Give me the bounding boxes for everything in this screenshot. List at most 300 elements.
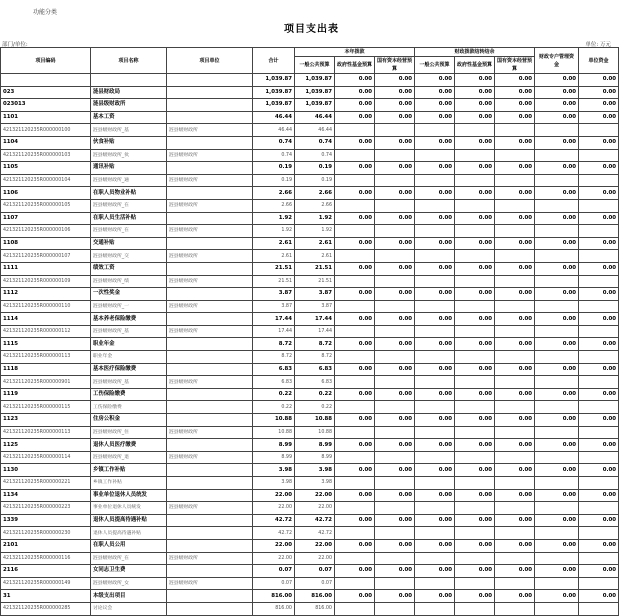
cell-value <box>375 527 415 540</box>
cell-name: 基本养老保险缴费 <box>91 313 167 326</box>
cell-name: 涟县级财政所_一 <box>91 300 167 313</box>
cell-value: 816.00 <box>253 602 295 615</box>
cell-value <box>375 477 415 490</box>
cell-value: 0.00 <box>375 464 415 477</box>
cell-value: 0.00 <box>579 514 619 527</box>
cell-unit <box>167 187 253 200</box>
cell-value <box>455 124 495 137</box>
cell-value <box>455 527 495 540</box>
cell-value: 0.00 <box>335 565 375 578</box>
cell-value <box>415 351 455 364</box>
cell-value <box>375 325 415 338</box>
cell-value <box>375 451 415 464</box>
cell-value: 6.83 <box>253 363 295 376</box>
cell-value: 0.00 <box>415 514 455 527</box>
cell-value <box>579 250 619 263</box>
cell-value: 22.00 <box>295 502 335 515</box>
cell-value: 22.00 <box>253 489 295 502</box>
cell-value: 0.00 <box>415 363 455 376</box>
cell-value: 0.00 <box>535 111 579 124</box>
cell-name: 涟县级财政所_绩 <box>91 275 167 288</box>
cell-code: 2116 <box>1 565 91 578</box>
cell-value: 0.00 <box>415 338 455 351</box>
cell-code: 1119 <box>1 388 91 401</box>
table-row <box>1 451 619 464</box>
cell-value <box>455 502 495 515</box>
cell-value: 1,039.87 <box>253 86 295 99</box>
table-row <box>1 439 619 452</box>
cell-value <box>375 552 415 565</box>
cell-unit: 涟县级财政所 <box>167 376 253 389</box>
cell-value <box>495 199 535 212</box>
table-row <box>1 351 619 364</box>
cell-value: 0.00 <box>455 74 495 87</box>
cell-value: 0.00 <box>455 288 495 301</box>
table-row <box>1 590 619 603</box>
sheet-label: 功能分类 <box>33 9 58 16</box>
header-total: 合计 <box>253 48 295 74</box>
cell-value: 0.07 <box>253 577 295 590</box>
cell-value <box>375 502 415 515</box>
cell-value: 8.99 <box>295 439 335 452</box>
cell-value: 21.51 <box>295 275 335 288</box>
cell-value: 0.00 <box>415 464 455 477</box>
cell-name: 通讯补贴 <box>91 162 167 175</box>
cell-value: 0.00 <box>455 338 495 351</box>
unit-left-label: 部门/单位: <box>2 42 28 48</box>
cell-name: 退休人员医疗缴费 <box>91 439 167 452</box>
cell-value: 0.00 <box>455 590 495 603</box>
cell-name: 在职人员公用 <box>91 539 167 552</box>
cell-value: 3.87 <box>295 300 335 313</box>
cell-value: 0.00 <box>579 590 619 603</box>
cell-value <box>415 300 455 313</box>
cell-value: 0.00 <box>495 288 535 301</box>
cell-value <box>335 401 375 414</box>
cell-code: 1130 <box>1 464 91 477</box>
cell-unit <box>167 99 253 112</box>
cell-value: 0.00 <box>415 86 455 99</box>
table-row <box>1 300 619 313</box>
cell-value: 0.00 <box>415 187 455 200</box>
cell-value: 0.07 <box>253 565 295 578</box>
cell-value: 22.00 <box>295 489 335 502</box>
cell-name: 涟县级财政所_在 <box>91 199 167 212</box>
cell-value <box>535 552 579 565</box>
cell-value: 0.00 <box>579 539 619 552</box>
cell-value: 0.00 <box>495 237 535 250</box>
cell-code: 421321120235R000000221 <box>1 477 91 490</box>
cell-value: 6.83 <box>295 376 335 389</box>
cell-value: 0.00 <box>375 187 415 200</box>
cell-value <box>495 250 535 263</box>
cell-value: 0.00 <box>495 262 535 275</box>
cell-value <box>335 124 375 137</box>
cell-value: 8.72 <box>295 351 335 364</box>
cell-unit: 涟县级财政所 <box>167 426 253 439</box>
cell-code <box>1 74 91 87</box>
cell-code: 1106 <box>1 187 91 200</box>
cell-value <box>579 552 619 565</box>
cell-value <box>415 602 455 615</box>
cell-value: 2.66 <box>253 187 295 200</box>
cell-value: 0.00 <box>455 565 495 578</box>
cell-value: 0.19 <box>253 174 295 187</box>
cell-value: 2.66 <box>295 187 335 200</box>
cell-value: 0.00 <box>535 388 579 401</box>
cell-value: 0.00 <box>375 439 415 452</box>
cell-unit: 涟县级财政所 <box>167 325 253 338</box>
header-special-fund: 财政专户管理资金 <box>535 48 579 74</box>
cell-value: 1,039.87 <box>253 99 295 112</box>
cell-unit <box>167 237 253 250</box>
cell-value: 0.00 <box>535 590 579 603</box>
cell-unit <box>167 489 253 502</box>
cell-value: 2.61 <box>295 237 335 250</box>
cell-value: 0.19 <box>295 174 335 187</box>
cell-value: 46.44 <box>253 124 295 137</box>
cell-unit <box>167 414 253 427</box>
cell-name: 涟县级财政所_基 <box>91 124 167 137</box>
cell-unit <box>167 338 253 351</box>
cell-value <box>415 401 455 414</box>
cell-value: 0.00 <box>375 363 415 376</box>
header-general-budget-2: 一般公共预算 <box>415 57 455 74</box>
table-row <box>1 262 619 275</box>
cell-code: 1118 <box>1 363 91 376</box>
cell-value <box>375 149 415 162</box>
cell-code: 421321120235R000000230 <box>1 527 91 540</box>
cell-value: 0.07 <box>295 577 335 590</box>
cell-value <box>579 225 619 238</box>
cell-value: 21.51 <box>253 262 295 275</box>
cell-value: 0.00 <box>415 590 455 603</box>
cell-value <box>495 477 535 490</box>
cell-value: 17.44 <box>295 313 335 326</box>
cell-value <box>495 376 535 389</box>
cell-value <box>455 577 495 590</box>
cell-value <box>455 300 495 313</box>
table-row <box>1 124 619 137</box>
cell-value <box>535 300 579 313</box>
cell-value <box>375 426 415 439</box>
cell-value <box>335 527 375 540</box>
cell-value: 0.00 <box>455 514 495 527</box>
cell-unit <box>167 388 253 401</box>
cell-value: 0.19 <box>253 162 295 175</box>
cell-value: 17.44 <box>295 325 335 338</box>
cell-value <box>495 325 535 338</box>
cell-value: 42.72 <box>295 514 335 527</box>
cell-value: 0.00 <box>495 539 535 552</box>
table-row <box>1 539 619 552</box>
cell-value <box>415 149 455 162</box>
cell-value <box>415 552 455 565</box>
cell-value <box>535 325 579 338</box>
cell-name: 基本工资 <box>91 111 167 124</box>
cell-code: 1123 <box>1 414 91 427</box>
cell-code: 421321120235R000000113 <box>1 351 91 364</box>
cell-value <box>455 552 495 565</box>
table-row <box>1 111 619 124</box>
cell-value: 0.00 <box>375 414 415 427</box>
cell-value: 0.00 <box>579 74 619 87</box>
cell-value <box>495 527 535 540</box>
cell-value: 1,039.87 <box>253 74 295 87</box>
cell-value <box>535 602 579 615</box>
cell-value: 22.00 <box>253 539 295 552</box>
cell-code: 421321120235R000000113 <box>1 426 91 439</box>
cell-unit: 涟县级财政所 <box>167 124 253 137</box>
cell-value: 8.72 <box>295 338 335 351</box>
cell-name: 事业单位退休人员统发 <box>91 489 167 502</box>
cell-value: 0.00 <box>335 388 375 401</box>
cell-value: 0.00 <box>455 363 495 376</box>
table-row <box>1 527 619 540</box>
cell-value <box>415 426 455 439</box>
cell-value <box>495 502 535 515</box>
cell-value <box>455 426 495 439</box>
cell-value: 0.00 <box>535 489 579 502</box>
cell-value <box>495 300 535 313</box>
cell-value: 0.00 <box>535 212 579 225</box>
cell-unit <box>167 439 253 452</box>
cell-value: 0.22 <box>295 388 335 401</box>
cell-value: 21.51 <box>295 262 335 275</box>
cell-value <box>415 325 455 338</box>
cell-value <box>335 477 375 490</box>
cell-value: 0.00 <box>335 288 375 301</box>
cell-value: 2.61 <box>295 250 335 263</box>
cell-unit <box>167 162 253 175</box>
cell-value: 0.00 <box>335 187 375 200</box>
header-group-fiscal: 财政拨款结转结余 <box>415 48 535 57</box>
cell-value: 0.00 <box>455 464 495 477</box>
table-row <box>1 514 619 527</box>
cell-value <box>415 577 455 590</box>
cell-value: 0.00 <box>335 439 375 452</box>
table-row <box>1 174 619 187</box>
cell-value: 8.72 <box>253 338 295 351</box>
cell-value <box>495 577 535 590</box>
cell-value: 0.00 <box>455 262 495 275</box>
cell-code: 421321120235R000000901 <box>1 376 91 389</box>
cell-name: 涟县级财政所_住 <box>91 426 167 439</box>
cell-value: 21.51 <box>253 275 295 288</box>
cell-value <box>335 174 375 187</box>
cell-unit: 涟县级财政所 <box>167 577 253 590</box>
cell-value: 0.00 <box>455 187 495 200</box>
cell-name: 事业单位退休人员统发 <box>91 502 167 515</box>
cell-unit <box>167 363 253 376</box>
cell-value: 10.88 <box>253 414 295 427</box>
cell-value: 0.00 <box>455 111 495 124</box>
cell-value <box>455 477 495 490</box>
cell-name: 职业年金 <box>91 351 167 364</box>
cell-code: 1134 <box>1 489 91 502</box>
table-row <box>1 388 619 401</box>
cell-unit: 涟县级财政所 <box>167 502 253 515</box>
cell-value <box>579 451 619 464</box>
cell-value <box>579 477 619 490</box>
cell-value: 1.92 <box>253 212 295 225</box>
table-row <box>1 602 619 615</box>
cell-value <box>495 426 535 439</box>
cell-value <box>535 451 579 464</box>
cell-value: 2.61 <box>253 237 295 250</box>
cell-value <box>495 149 535 162</box>
cell-value: 0.00 <box>375 86 415 99</box>
cell-name: 工伤保险缴费 <box>91 388 167 401</box>
cell-code: 1107 <box>1 212 91 225</box>
cell-value: 0.00 <box>375 288 415 301</box>
cell-value <box>415 275 455 288</box>
cell-code: 421321120235R000000149 <box>1 577 91 590</box>
cell-value: 0.00 <box>579 414 619 427</box>
cell-value: 0.00 <box>535 464 579 477</box>
cell-value: 0.00 <box>455 237 495 250</box>
table-row <box>1 86 619 99</box>
header-name: 项目名称 <box>91 48 167 74</box>
cell-value <box>375 199 415 212</box>
cell-value: 816.00 <box>253 590 295 603</box>
cell-value: 0.74 <box>295 149 335 162</box>
table-row <box>1 237 619 250</box>
cell-value: 46.44 <box>295 111 335 124</box>
cell-value: 0.00 <box>335 363 375 376</box>
cell-name: 职业年金 <box>91 338 167 351</box>
table-row <box>1 363 619 376</box>
unit-right-label: 单位: 万元 <box>585 42 611 48</box>
cell-name: 一次性奖金 <box>91 288 167 301</box>
cell-value: 0.00 <box>495 74 535 87</box>
cell-unit <box>167 464 253 477</box>
cell-value: 22.00 <box>295 552 335 565</box>
cell-value <box>375 376 415 389</box>
cell-value: 42.72 <box>253 527 295 540</box>
table-row <box>1 162 619 175</box>
cell-value <box>375 174 415 187</box>
cell-value <box>335 577 375 590</box>
cell-value: 10.88 <box>253 426 295 439</box>
cell-code: 1105 <box>1 162 91 175</box>
cell-unit <box>167 527 253 540</box>
cell-value: 0.00 <box>495 99 535 112</box>
table-row <box>1 502 619 515</box>
cell-value: 0.74 <box>295 136 335 149</box>
header-group-current: 本年拨款 <box>295 48 415 57</box>
cell-value: 0.00 <box>535 187 579 200</box>
cell-unit: 涟县级财政所 <box>167 250 253 263</box>
cell-name: 乡镇工作补贴 <box>91 477 167 490</box>
cell-value <box>579 275 619 288</box>
cell-name: 涟县级财政所_通 <box>91 174 167 187</box>
cell-value: 0.00 <box>455 414 495 427</box>
cell-value: 0.22 <box>253 401 295 414</box>
cell-value <box>535 275 579 288</box>
cell-value: 0.00 <box>535 162 579 175</box>
cell-code: 1111 <box>1 262 91 275</box>
cell-name: 住房公积金 <box>91 414 167 427</box>
cell-value <box>579 149 619 162</box>
cell-code: 421321120235R000000106 <box>1 225 91 238</box>
cell-value: 0.00 <box>495 162 535 175</box>
cell-value <box>415 451 455 464</box>
cell-value: 0.00 <box>455 212 495 225</box>
cell-name: 退休人员提高待遇补贴 <box>91 527 167 540</box>
cell-value <box>335 351 375 364</box>
cell-name: 基本医疗保险缴费 <box>91 363 167 376</box>
cell-value: 3.87 <box>253 300 295 313</box>
cell-value: 42.72 <box>253 514 295 527</box>
cell-value: 0.00 <box>579 439 619 452</box>
cell-value <box>579 577 619 590</box>
cell-value <box>495 124 535 137</box>
page-title: 项目支出表 <box>284 24 339 35</box>
cell-value: 0.22 <box>295 401 335 414</box>
cell-value: 0.00 <box>415 539 455 552</box>
cell-value <box>535 527 579 540</box>
cell-unit <box>167 539 253 552</box>
cell-code: 421321120235R000000103 <box>1 149 91 162</box>
cell-unit <box>167 262 253 275</box>
cell-value: 0.00 <box>579 363 619 376</box>
header-gov-fund-2: 政府性基金预算 <box>455 57 495 74</box>
table-row <box>1 313 619 326</box>
cell-value <box>579 401 619 414</box>
cell-value <box>375 300 415 313</box>
cell-value <box>335 225 375 238</box>
cell-value: 0.00 <box>455 489 495 502</box>
cell-value: 0.00 <box>579 489 619 502</box>
cell-value: 0.00 <box>535 74 579 87</box>
cell-value: 1,039.87 <box>295 86 335 99</box>
cell-unit: 涟县级财政所 <box>167 199 253 212</box>
cell-value: 0.00 <box>579 262 619 275</box>
cell-value: 0.00 <box>415 414 455 427</box>
project-expenditure-table <box>0 47 619 616</box>
cell-code: 421321120235R000000112 <box>1 325 91 338</box>
cell-value: 0.00 <box>495 414 535 427</box>
cell-code: 421321120235R000000104 <box>1 174 91 187</box>
table-row <box>1 338 619 351</box>
cell-value: 0.00 <box>495 313 535 326</box>
cell-value <box>335 325 375 338</box>
cell-name: 讨论议会 <box>91 602 167 615</box>
cell-value: 0.00 <box>375 162 415 175</box>
cell-value: 0.00 <box>579 187 619 200</box>
cell-value: 0.00 <box>495 136 535 149</box>
cell-value: 0.00 <box>335 162 375 175</box>
cell-value <box>415 174 455 187</box>
cell-value: 0.00 <box>415 565 455 578</box>
cell-value: 0.19 <box>295 162 335 175</box>
cell-name: 涟县级财政所_在 <box>91 225 167 238</box>
cell-name: 涟县级财政所_退 <box>91 451 167 464</box>
cell-name <box>91 74 167 87</box>
cell-value <box>375 602 415 615</box>
cell-value: 0.00 <box>455 539 495 552</box>
cell-value: 0.00 <box>335 262 375 275</box>
cell-value <box>415 477 455 490</box>
cell-value: 0.00 <box>579 162 619 175</box>
cell-value: 10.88 <box>295 414 335 427</box>
cell-value: 0.00 <box>335 74 375 87</box>
cell-value <box>495 451 535 464</box>
cell-value: 0.00 <box>455 162 495 175</box>
cell-value <box>495 602 535 615</box>
cell-value <box>455 149 495 162</box>
